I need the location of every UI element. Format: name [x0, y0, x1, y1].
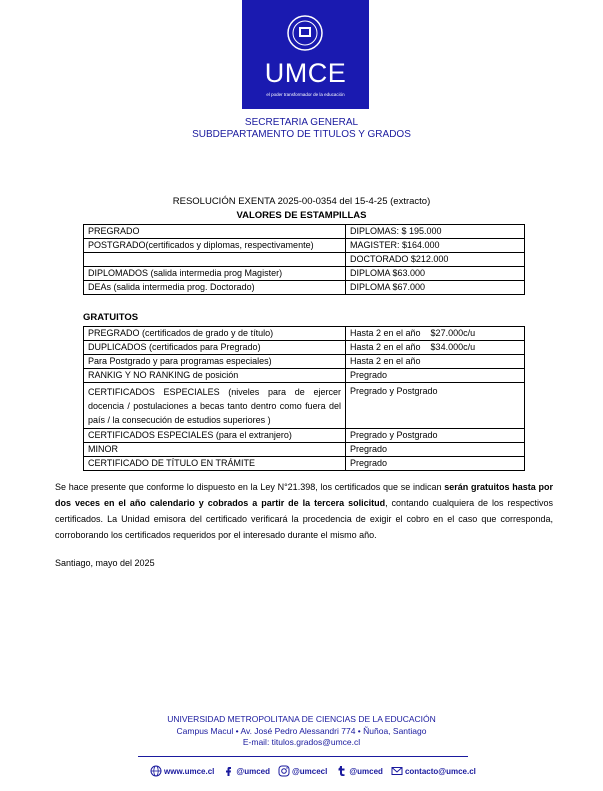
table-row: [84, 281, 525, 295]
logo-brand: UMCE: [264, 58, 347, 88]
instagram-icon: [278, 765, 290, 777]
table-cell: CERTIFICADOS ESPECIALES (para el extranjero): [84, 429, 346, 443]
table-row: [84, 267, 525, 281]
social-web-label: www.umce.cl: [164, 766, 215, 776]
tumblr-icon: [335, 765, 347, 777]
table-cell: Pregrado: [346, 369, 525, 383]
footer-address: Campus Macul • Av. José Pedro Alessandri 774 • Ñuñoa, Santiago: [176, 726, 427, 736]
table-row: [84, 341, 525, 355]
footer-university: UNIVERSIDAD METROPOLITANA DE CIENCIAS DE LA EDUCACIÓN: [167, 714, 436, 724]
table-row: [84, 457, 525, 471]
table-cell: Hasta 2 en el año $27.000c/u: [346, 327, 525, 341]
table-cell: RANKIG Y NO RANKING de posición: [84, 369, 346, 383]
social-web[interactable]: [150, 765, 214, 777]
table-cell: DIPLOMAS: $ 195.000: [346, 225, 525, 239]
table-cell: DUPLICADOS (certificados para Pregrado): [84, 341, 346, 355]
table-row: [84, 253, 525, 267]
resolution-title: RESOLUCIÓN EXENTA 2025-00-0354 del 15-4-25 (extracto): [172, 196, 431, 207]
logo-tagline: el poder transformador de la educación: [266, 92, 345, 97]
table-cell: Pregrado: [346, 443, 525, 457]
table-row: [84, 225, 525, 239]
table-row: [84, 355, 525, 369]
values-title: VALORES DE ESTAMPILLAS: [236, 210, 367, 221]
table-cell: Pregrado: [346, 457, 525, 471]
table-row: [84, 383, 525, 429]
social-bar: [150, 763, 476, 779]
table-cell: DIPLOMA $63.000: [346, 267, 525, 281]
law-paragraph: [55, 479, 553, 543]
facebook-icon: [222, 765, 234, 777]
table-cell: [84, 253, 346, 267]
paragraph-text: , contando cualquiera de los respectivos certificados. La Unidad emisora del certificado verificará la procedencia de exigir el cobro en el caso que corresponda, corroborando los certificados requeridos por el interesado durante el mismo año.: [55, 498, 553, 540]
values-table: [83, 224, 525, 295]
table-cell: PREGRADO (certificados de grado y de título): [84, 327, 346, 341]
paragraph-text: Se hace presente que conforme lo dispuesto en la Ley N°21.398, los certificados que se indican: [55, 482, 445, 492]
table-cell: PREGRADO: [84, 225, 346, 239]
social-twitter[interactable]: [335, 765, 383, 777]
table-cell: DEAs (salida intermedia prog. Doctorado): [84, 281, 346, 295]
table-cell: Hasta 2 en el año: [346, 355, 525, 369]
table-cell: MINOR: [84, 443, 346, 457]
table-row: [84, 369, 525, 383]
globe-icon: [150, 765, 162, 777]
header-secretaria: SECRETARIA GENERAL: [244, 117, 359, 128]
table-cell: DIPLOMADOS (salida intermedia prog Magister): [84, 267, 346, 281]
table-row: [84, 443, 525, 457]
social-facebook[interactable]: [222, 765, 270, 777]
table-cell: Pregrado y Postgrado: [346, 429, 525, 443]
footer-divider: [138, 756, 468, 757]
table-cell: DOCTORADO $212.000: [346, 253, 525, 267]
table-cell: Pregrado y Postgrado: [346, 383, 525, 429]
table-cell: MAGISTER: $164.000: [346, 239, 525, 253]
social-mail-label: contacto@umce.cl: [404, 766, 476, 776]
table-row: [84, 429, 525, 443]
social-twitter-label: @umced: [349, 766, 383, 776]
paragraph-bold-text: serán gratuitos hasta por dos veces en el año calendario y cobrados a partir de la tercera solicitud: [55, 482, 553, 508]
social-instagram-label: @umcecl: [291, 766, 328, 776]
table-row: [84, 239, 525, 253]
social-facebook-label: @umced: [236, 766, 270, 776]
table-cell: CERTIFICADO DE TÍTULO EN TRÁMITE: [84, 457, 346, 471]
table-cell: CERTIFICADOS ESPECIALES (niveles para de ejercer docencia / postulaciones a becas tanto dentro como fuera del país / la consecución de estudios superiores ): [84, 383, 346, 429]
mail-icon: [391, 765, 403, 777]
table-cell: Para Postgrado y para programas especiales): [84, 355, 346, 369]
umce-seal-icon: [286, 14, 324, 52]
table-cell: POSTGRADO(certificados y diplomas, respectivamente): [84, 239, 346, 253]
umce-logo: [242, 0, 369, 109]
social-mail[interactable]: [391, 765, 476, 777]
social-instagram[interactable]: [278, 765, 327, 777]
free-title: GRATUITOS: [83, 312, 139, 323]
header-subdepartamento: SUBDEPARTAMENTO DE TITULOS Y GRADOS: [192, 129, 411, 140]
table-cell: Hasta 2 en el año $34.000c/u: [346, 341, 525, 355]
table-cell: DIPLOMA $67.000: [346, 281, 525, 295]
place-date: Santiago, mayo del 2025: [55, 558, 155, 568]
footer-email: E-mail: titulos.grados@umce.cl: [242, 737, 361, 747]
table-row: [84, 327, 525, 341]
free-table: [83, 326, 525, 471]
